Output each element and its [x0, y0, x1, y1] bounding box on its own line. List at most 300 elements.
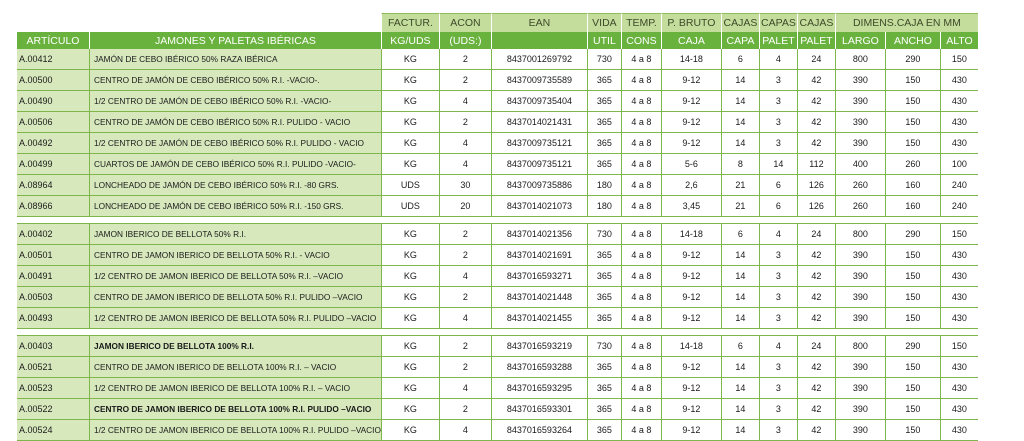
col-header-cajas: CAJAS: [721, 13, 759, 32]
pack-units: 2: [439, 336, 491, 357]
shelf-life: 180: [587, 175, 621, 196]
col-header-ancho: ANCHO: [885, 32, 940, 49]
col-header-ean: EAN: [491, 13, 587, 32]
pack-units: 2: [439, 49, 491, 70]
separator-cell: [17, 217, 978, 224]
table-row: [17, 287, 978, 308]
ean-code: 8437016593219: [491, 336, 587, 357]
storage-temp: 4 a 8: [621, 287, 661, 308]
pack-units: 2: [439, 357, 491, 378]
box-height: 100: [940, 154, 978, 175]
product-description: LONCHEADO DE JAMÓN DE CEBO IBÉRICO 50% R.I. -150 GRS.: [89, 196, 381, 217]
shelf-life: 365: [587, 420, 621, 441]
pack-units: 2: [439, 224, 491, 245]
shelf-life: 365: [587, 308, 621, 329]
pack-units: 2: [439, 245, 491, 266]
boxes-per-layer: 8: [721, 154, 759, 175]
article-code: A.00402: [17, 224, 89, 245]
boxes-per-layer: 14: [721, 70, 759, 91]
boxes-per-layer: 14: [721, 357, 759, 378]
col-header-capas: CAPAS: [759, 13, 797, 32]
table-row: [17, 154, 978, 175]
boxes-per-layer: 21: [721, 196, 759, 217]
layers-per-pallet: 3: [759, 70, 797, 91]
boxes-per-layer: 6: [721, 224, 759, 245]
box-height: 240: [940, 196, 978, 217]
col-header-acon: ACON: [439, 13, 491, 32]
boxes-per-layer: 14: [721, 287, 759, 308]
boxes-per-layer: 14: [721, 266, 759, 287]
shelf-life: 365: [587, 287, 621, 308]
box-length: 800: [835, 336, 885, 357]
article-code: A.00493: [17, 308, 89, 329]
article-code: A.00523: [17, 378, 89, 399]
box-width: 290: [885, 224, 940, 245]
article-code: A.00503: [17, 287, 89, 308]
billing-unit: UDS: [381, 175, 439, 196]
storage-temp: 4 a 8: [621, 196, 661, 217]
col-header-caja: CAJA: [661, 32, 721, 49]
box-length: 390: [835, 112, 885, 133]
boxes-per-pallet: 24: [797, 49, 835, 70]
box-width: 150: [885, 378, 940, 399]
col-header-cajas-palet: CAJAS: [797, 13, 835, 32]
gross-weight: 9-12: [661, 245, 721, 266]
article-code: A.00403: [17, 336, 89, 357]
storage-temp: 4 a 8: [621, 378, 661, 399]
box-length: 390: [835, 308, 885, 329]
box-width: 150: [885, 266, 940, 287]
box-height: 430: [940, 91, 978, 112]
table-row: [17, 70, 978, 91]
boxes-per-layer: 14: [721, 91, 759, 112]
shelf-life: 365: [587, 70, 621, 91]
box-height: 430: [940, 287, 978, 308]
ean-code: 8437016593295: [491, 378, 587, 399]
pack-units: 2: [439, 70, 491, 91]
layers-per-pallet: 3: [759, 245, 797, 266]
shelf-life: 365: [587, 357, 621, 378]
layers-per-pallet: 6: [759, 175, 797, 196]
box-width: 150: [885, 91, 940, 112]
shelf-life: 730: [587, 224, 621, 245]
product-description: 1/2 CENTRO DE JAMON IBERICO DE BELLOTA 50% R.I. –VACIO: [89, 266, 381, 287]
storage-temp: 4 a 8: [621, 245, 661, 266]
article-code: A.00491: [17, 266, 89, 287]
col-header-factur: FACTUR.: [381, 13, 439, 32]
product-description: CENTRO DE JAMÓN DE CEBO IBÉRICO 50% R.I. -VACIO-.: [89, 70, 381, 91]
box-height: 430: [940, 308, 978, 329]
article-code: A.00500: [17, 70, 89, 91]
boxes-per-pallet: 42: [797, 266, 835, 287]
boxes-per-pallet: 42: [797, 287, 835, 308]
gross-weight: 5-6: [661, 154, 721, 175]
pack-units: 20: [439, 196, 491, 217]
product-description: CUARTOS DE JAMÓN DE CEBO IBÉRICO 50% R.I. PULIDO -VACIO-: [89, 154, 381, 175]
article-code: A.08964: [17, 175, 89, 196]
product-description: CENTRO DE JAMÓN DE CEBO IBÉRICO 50% R.I. PULIDO - VACIO: [89, 112, 381, 133]
box-length: 390: [835, 378, 885, 399]
article-code: A.00412: [17, 49, 89, 70]
boxes-per-layer: 14: [721, 420, 759, 441]
ean-code: 8437009735589: [491, 70, 587, 91]
product-sheet: [17, 13, 978, 441]
product-table: [17, 13, 978, 441]
layers-per-pallet: 4: [759, 224, 797, 245]
layers-per-pallet: 3: [759, 287, 797, 308]
product-description: 1/2 CENTRO DE JAMON IBERICO DE BELLOTA 100% R.I. – VACIO: [89, 378, 381, 399]
article-code: A.00492: [17, 133, 89, 154]
shelf-life: 365: [587, 378, 621, 399]
ean-code: 8437016593271: [491, 266, 587, 287]
col-header-vida: VIDA: [587, 13, 621, 32]
ean-code: 8437016593264: [491, 420, 587, 441]
box-width: 150: [885, 133, 940, 154]
billing-unit: KG: [381, 49, 439, 70]
product-description: LONCHEADO DE JAMÓN DE CEBO IBÉRICO 50% R.I. -80 GRS.: [89, 175, 381, 196]
box-length: 390: [835, 70, 885, 91]
billing-unit: KG: [381, 70, 439, 91]
group-separator: [17, 329, 978, 336]
billing-unit: KG: [381, 112, 439, 133]
pack-units: 2: [439, 399, 491, 420]
box-length: 390: [835, 357, 885, 378]
billing-unit: KG: [381, 245, 439, 266]
col-header-largo: LARGO: [835, 32, 885, 49]
boxes-per-layer: 6: [721, 49, 759, 70]
box-length: 390: [835, 266, 885, 287]
pack-units: 2: [439, 287, 491, 308]
col-header-articulo: ARTÍCULO: [17, 32, 89, 49]
layers-per-pallet: 3: [759, 133, 797, 154]
layers-per-pallet: 6: [759, 196, 797, 217]
boxes-per-pallet: 24: [797, 224, 835, 245]
box-height: 430: [940, 133, 978, 154]
boxes-per-layer: 14: [721, 112, 759, 133]
col-header-dimens: DIMENS.CAJA EN MM: [835, 13, 978, 32]
ean-code: 8437014021073: [491, 196, 587, 217]
header-row-bottom: [17, 32, 978, 49]
col-header-palet: PALET: [759, 32, 797, 49]
boxes-per-pallet: 42: [797, 112, 835, 133]
storage-temp: 4 a 8: [621, 336, 661, 357]
billing-unit: KG: [381, 399, 439, 420]
shelf-life: 365: [587, 154, 621, 175]
col-header-palet-2: PALET: [797, 32, 835, 49]
product-description: 1/2 CENTRO DE JAMON IBERICO DE BELLOTA 100% R.I. PULIDO –VACIO: [89, 420, 381, 441]
boxes-per-pallet: 112: [797, 154, 835, 175]
header-blank: [17, 13, 381, 32]
gross-weight: 14-18: [661, 49, 721, 70]
table-row: [17, 91, 978, 112]
storage-temp: 4 a 8: [621, 49, 661, 70]
table-row: [17, 224, 978, 245]
col-header-temp: TEMP.: [621, 13, 661, 32]
gross-weight: 9-12: [661, 133, 721, 154]
boxes-per-layer: 6: [721, 336, 759, 357]
boxes-per-pallet: 42: [797, 91, 835, 112]
table-row: [17, 112, 978, 133]
storage-temp: 4 a 8: [621, 420, 661, 441]
storage-temp: 4 a 8: [621, 399, 661, 420]
boxes-per-layer: 14: [721, 133, 759, 154]
table-row: [17, 336, 978, 357]
ean-code: 8437014021448: [491, 287, 587, 308]
box-width: 150: [885, 357, 940, 378]
boxes-per-pallet: 42: [797, 420, 835, 441]
box-width: 160: [885, 175, 940, 196]
box-height: 430: [940, 245, 978, 266]
pack-units: 4: [439, 420, 491, 441]
layers-per-pallet: 3: [759, 266, 797, 287]
boxes-per-pallet: 42: [797, 357, 835, 378]
box-height: 430: [940, 266, 978, 287]
article-code: A.00501: [17, 245, 89, 266]
billing-unit: KG: [381, 91, 439, 112]
box-length: 260: [835, 175, 885, 196]
pack-units: 4: [439, 378, 491, 399]
table-row: [17, 266, 978, 287]
box-length: 260: [835, 196, 885, 217]
gross-weight: 9-12: [661, 112, 721, 133]
storage-temp: 4 a 8: [621, 91, 661, 112]
product-description: 1/2 CENTRO DE JAMÓN DE CEBO IBÉRICO 50% R.I. PULIDO - VACIO: [89, 133, 381, 154]
pack-units: 4: [439, 133, 491, 154]
header-row-top: [17, 13, 978, 32]
billing-unit: UDS: [381, 196, 439, 217]
product-description: JAMON IBERICO DE BELLOTA 50% R.I.: [89, 224, 381, 245]
product-description: CENTRO DE JAMON IBERICO DE BELLOTA 100% R.I. – VACIO: [89, 357, 381, 378]
storage-temp: 4 a 8: [621, 224, 661, 245]
gross-weight: 14-18: [661, 224, 721, 245]
table-row: [17, 399, 978, 420]
storage-temp: 4 a 8: [621, 308, 661, 329]
col-header-kg-uds: KG/UDS: [381, 32, 439, 49]
box-width: 150: [885, 399, 940, 420]
box-width: 290: [885, 336, 940, 357]
col-header-util: UTIL: [587, 32, 621, 49]
article-code: A.00522: [17, 399, 89, 420]
group-separator: [17, 217, 978, 224]
box-height: 150: [940, 49, 978, 70]
box-length: 400: [835, 154, 885, 175]
box-height: 430: [940, 399, 978, 420]
boxes-per-layer: 21: [721, 175, 759, 196]
gross-weight: 9-12: [661, 378, 721, 399]
box-height: 430: [940, 70, 978, 91]
layers-per-pallet: 4: [759, 336, 797, 357]
storage-temp: 4 a 8: [621, 357, 661, 378]
billing-unit: KG: [381, 224, 439, 245]
box-length: 390: [835, 420, 885, 441]
layers-per-pallet: 3: [759, 357, 797, 378]
article-code: A.00499: [17, 154, 89, 175]
ean-code: 8437009735121: [491, 133, 587, 154]
storage-temp: 4 a 8: [621, 70, 661, 91]
box-height: 150: [940, 336, 978, 357]
ean-code: 8437014021691: [491, 245, 587, 266]
pack-units: 30: [439, 175, 491, 196]
gross-weight: 9-12: [661, 308, 721, 329]
boxes-per-layer: 14: [721, 245, 759, 266]
col-header-alto: ALTO: [940, 32, 978, 49]
box-height: 240: [940, 175, 978, 196]
article-code: A.00521: [17, 357, 89, 378]
pack-units: 4: [439, 266, 491, 287]
gross-weight: 3,45: [661, 196, 721, 217]
shelf-life: 730: [587, 336, 621, 357]
ean-code: 8437014021455: [491, 308, 587, 329]
layers-per-pallet: 3: [759, 420, 797, 441]
boxes-per-pallet: 24: [797, 336, 835, 357]
boxes-per-pallet: 42: [797, 245, 835, 266]
shelf-life: 365: [587, 133, 621, 154]
pack-units: 4: [439, 308, 491, 329]
shelf-life: 365: [587, 399, 621, 420]
ean-code: 8437014021356: [491, 224, 587, 245]
boxes-per-pallet: 42: [797, 70, 835, 91]
boxes-per-pallet: 42: [797, 133, 835, 154]
box-length: 390: [835, 287, 885, 308]
article-code: A.00490: [17, 91, 89, 112]
boxes-per-pallet: 126: [797, 196, 835, 217]
product-description: CENTRO DE JAMON IBERICO DE BELLOTA 50% R.I. PULIDO –VACIO: [89, 287, 381, 308]
box-width: 150: [885, 420, 940, 441]
col-header-p-bruto: P. BRUTO: [661, 13, 721, 32]
product-description: 1/2 CENTRO DE JAMÓN DE CEBO IBÉRICO 50% R.I. -VACIO-: [89, 91, 381, 112]
box-height: 150: [940, 224, 978, 245]
billing-unit: KG: [381, 287, 439, 308]
gross-weight: 9-12: [661, 287, 721, 308]
ean-code: 8437001269792: [491, 49, 587, 70]
billing-unit: KG: [381, 133, 439, 154]
box-width: 150: [885, 245, 940, 266]
storage-temp: 4 a 8: [621, 266, 661, 287]
boxes-per-pallet: 126: [797, 175, 835, 196]
billing-unit: KG: [381, 336, 439, 357]
ean-code: 8437009735886: [491, 175, 587, 196]
box-height: 430: [940, 378, 978, 399]
ean-code: 8437009735404: [491, 91, 587, 112]
section-title: JAMONES Y PALETAS IBÉRICAS: [89, 32, 381, 49]
table-row: [17, 378, 978, 399]
boxes-per-pallet: 42: [797, 378, 835, 399]
ean-code: 8437014021431: [491, 112, 587, 133]
col-header-capa: CAPA: [721, 32, 759, 49]
box-length: 390: [835, 399, 885, 420]
billing-unit: KG: [381, 378, 439, 399]
article-code: A.00506: [17, 112, 89, 133]
layers-per-pallet: 3: [759, 399, 797, 420]
billing-unit: KG: [381, 308, 439, 329]
shelf-life: 365: [587, 112, 621, 133]
boxes-per-layer: 14: [721, 308, 759, 329]
boxes-per-pallet: 42: [797, 308, 835, 329]
pack-units: 2: [439, 112, 491, 133]
table-row: [17, 175, 978, 196]
layers-per-pallet: 3: [759, 378, 797, 399]
billing-unit: KG: [381, 357, 439, 378]
gross-weight: 2,6: [661, 175, 721, 196]
box-width: 290: [885, 49, 940, 70]
box-length: 390: [835, 133, 885, 154]
table-row: [17, 245, 978, 266]
shelf-life: 730: [587, 49, 621, 70]
box-length: 390: [835, 91, 885, 112]
gross-weight: 9-12: [661, 399, 721, 420]
box-width: 150: [885, 308, 940, 329]
separator-cell: [17, 329, 978, 336]
box-height: 430: [940, 420, 978, 441]
table-row: [17, 420, 978, 441]
storage-temp: 4 a 8: [621, 112, 661, 133]
ean-code: 8437009735121: [491, 154, 587, 175]
gross-weight: 9-12: [661, 266, 721, 287]
product-description: CENTRO DE JAMON IBERICO DE BELLOTA 50% R.I. - VACIO: [89, 245, 381, 266]
pack-units: 4: [439, 91, 491, 112]
layers-per-pallet: 4: [759, 49, 797, 70]
box-width: 150: [885, 287, 940, 308]
table-row: [17, 133, 978, 154]
box-width: 260: [885, 154, 940, 175]
ean-code: 8437016593288: [491, 357, 587, 378]
product-description: JAMON IBERICO DE BELLOTA 100% R.I.: [89, 336, 381, 357]
boxes-per-pallet: 42: [797, 399, 835, 420]
gross-weight: 9-12: [661, 91, 721, 112]
billing-unit: KG: [381, 420, 439, 441]
layers-per-pallet: 3: [759, 91, 797, 112]
gross-weight: 9-12: [661, 70, 721, 91]
storage-temp: 4 a 8: [621, 133, 661, 154]
box-width: 160: [885, 196, 940, 217]
layers-per-pallet: 3: [759, 112, 797, 133]
table-row: [17, 49, 978, 70]
layers-per-pallet: 14: [759, 154, 797, 175]
storage-temp: 4 a 8: [621, 154, 661, 175]
article-code: A.00524: [17, 420, 89, 441]
boxes-per-layer: 14: [721, 399, 759, 420]
box-height: 430: [940, 357, 978, 378]
gross-weight: 14-18: [661, 336, 721, 357]
shelf-life: 180: [587, 196, 621, 217]
col-header-cons: CONS: [621, 32, 661, 49]
product-description: 1/2 CENTRO DE JAMON IBERICO DE BELLOTA 50% R.I. PULIDO –VACIO: [89, 308, 381, 329]
ean-code: 8437016593301: [491, 399, 587, 420]
layers-per-pallet: 3: [759, 308, 797, 329]
col-header-ean-sub: [491, 32, 587, 49]
billing-unit: KG: [381, 266, 439, 287]
table-row: [17, 196, 978, 217]
pack-units: 4: [439, 154, 491, 175]
box-length: 390: [835, 245, 885, 266]
article-code: A.08966: [17, 196, 89, 217]
product-description: CENTRO DE JAMON IBERICO DE BELLOTA 100% R.I. PULIDO –VACIO: [89, 399, 381, 420]
col-header-uds: (UDS:): [439, 32, 491, 49]
storage-temp: 4 a 8: [621, 175, 661, 196]
boxes-per-layer: 14: [721, 378, 759, 399]
table-row: [17, 308, 978, 329]
billing-unit: KG: [381, 154, 439, 175]
gross-weight: 9-12: [661, 420, 721, 441]
gross-weight: 9-12: [661, 357, 721, 378]
shelf-life: 365: [587, 245, 621, 266]
box-width: 150: [885, 70, 940, 91]
product-description: JAMÓN DE CEBO IBÉRICO 50% RAZA IBÉRICA: [89, 49, 381, 70]
box-length: 800: [835, 224, 885, 245]
shelf-life: 365: [587, 266, 621, 287]
table-row: [17, 357, 978, 378]
box-height: 430: [940, 112, 978, 133]
